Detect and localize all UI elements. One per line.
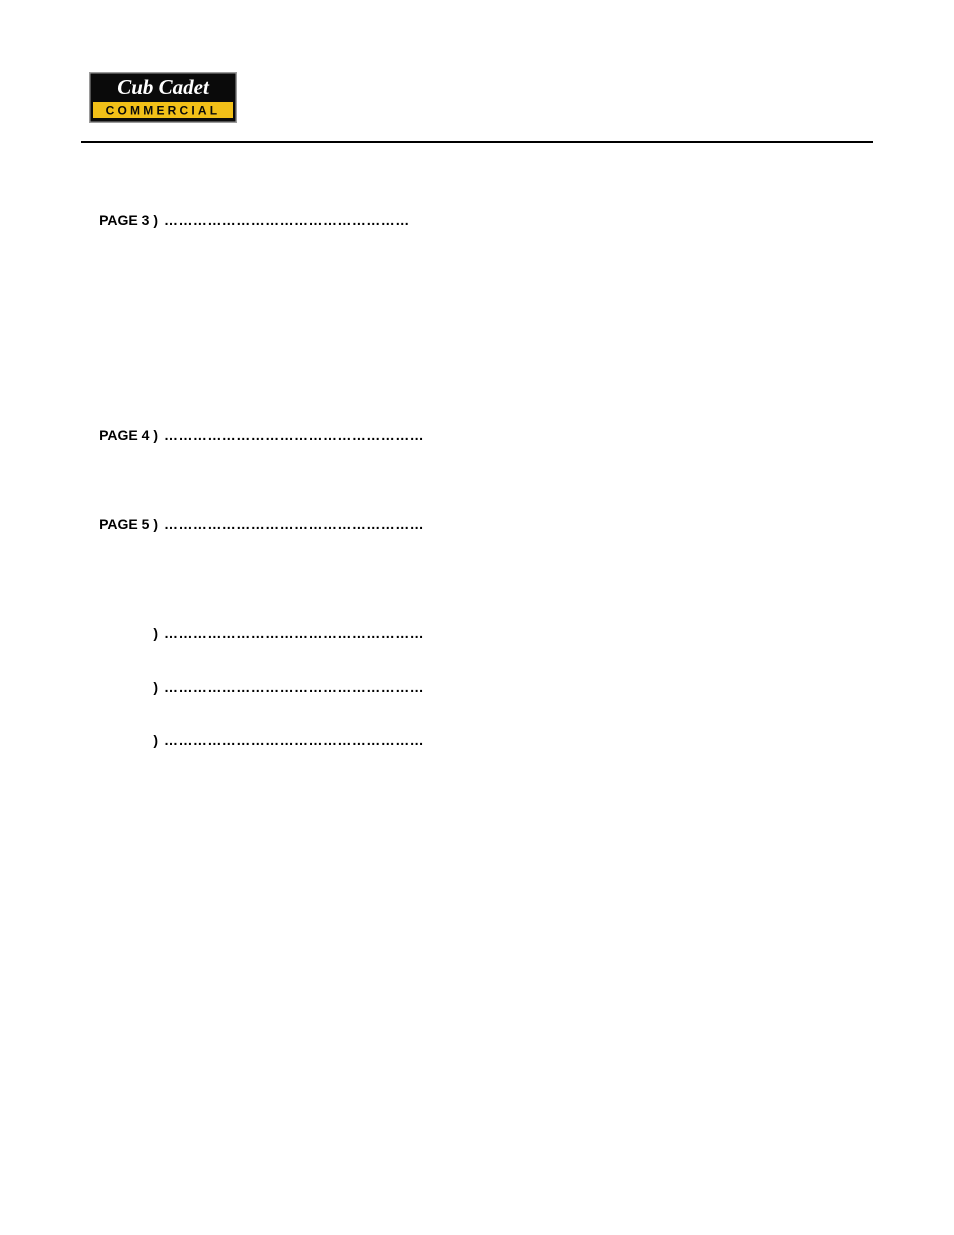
toc-entry-sub-2 bbox=[90, 679, 424, 695]
toc-entry-label: ) bbox=[153, 625, 158, 641]
toc-entry-label: ) bbox=[153, 679, 158, 695]
toc-entry-leader-dots: ……………………………………………… bbox=[164, 427, 425, 443]
toc-entry-page-4 bbox=[90, 427, 424, 443]
toc-entry-label: PAGE 3 ) bbox=[99, 212, 158, 228]
toc-entry-page-5 bbox=[90, 516, 424, 532]
toc-entry-leader-dots: ……………………………………………… bbox=[164, 625, 425, 641]
toc-entry-page-3 bbox=[90, 212, 410, 228]
toc-entry-leader-dots: ……………………………………………… bbox=[164, 732, 425, 748]
toc-entry-leader-dots: ……………………………………………… bbox=[164, 679, 425, 695]
toc-entry-label: PAGE 4 ) bbox=[99, 427, 158, 443]
toc-entry-label: PAGE 5 ) bbox=[99, 516, 158, 532]
toc-entry-sub-3 bbox=[90, 732, 424, 748]
cub-cadet-commercial-logo bbox=[89, 72, 237, 123]
logo-graphic bbox=[89, 72, 237, 123]
logo-subtitle-text: COMMERCIAL bbox=[105, 103, 221, 118]
logo-brand-text: Cub Cadet bbox=[117, 75, 209, 99]
toc-entry-label: ) bbox=[153, 732, 158, 748]
toc-entry-sub-1 bbox=[90, 625, 424, 641]
toc-entry-leader-dots: ……………………………………………… bbox=[164, 516, 425, 532]
toc-entry-leader-dots: …………………………………………… bbox=[164, 212, 410, 228]
header-divider bbox=[81, 141, 873, 143]
